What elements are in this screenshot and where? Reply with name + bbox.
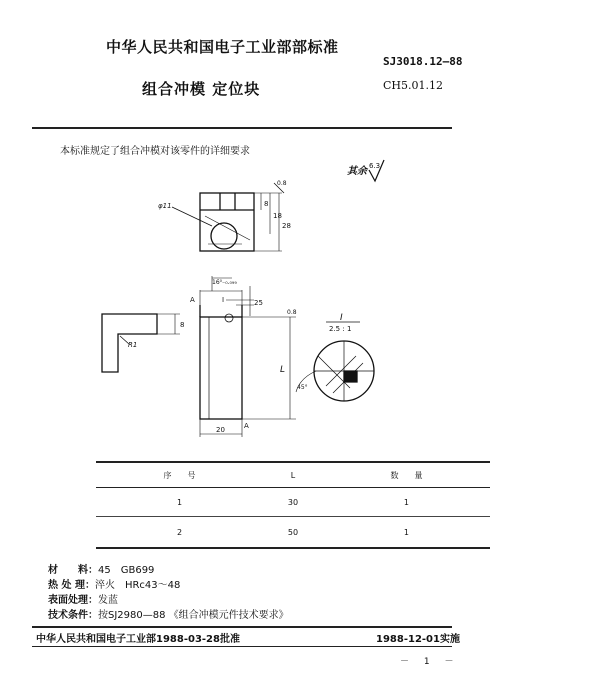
spec-heat-treatment <box>48 576 180 591</box>
roughness-symbol-icon <box>369 160 384 181</box>
footer-bottom-rule <box>32 646 452 647</box>
side-dim-8: 8 <box>180 321 185 329</box>
front-length-L: L <box>280 365 286 375</box>
ministry-standard-title: 中华人民共和国电子工业部部标准 <box>106 38 339 56</box>
spec-technical-conditions <box>48 606 289 621</box>
intro-text: 本标准规定了组合冲模对该零件的详细要求 <box>60 146 250 157</box>
top-dim-8: 8 <box>264 200 269 208</box>
approval-note: 中华人民共和国电子工业部1988-03-28批准 <box>36 634 240 645</box>
standard-number: SJ3018.12—88 <box>383 55 463 68</box>
front-dim-25: 25 <box>254 299 263 307</box>
spec-label: 热 处 理： <box>48 580 95 591</box>
detail-view <box>296 322 374 401</box>
cell: 1 <box>323 488 490 517</box>
top-roughness: 0.8 <box>277 180 287 187</box>
spec-label: 材 料： <box>48 565 98 576</box>
document-title: 组合冲模 定位块 <box>142 80 261 98</box>
detail-scale: 2.5 : 1 <box>329 325 352 333</box>
table-row <box>96 517 490 549</box>
cell: 2 <box>96 517 263 549</box>
table-header-row <box>96 462 490 488</box>
cell: 50 <box>263 517 323 549</box>
datum-a-bottom: A <box>244 422 249 430</box>
table-row <box>96 488 490 517</box>
footer-rule <box>32 626 452 628</box>
classification-code: CH5.01.12 <box>383 79 443 92</box>
quantity-table <box>96 461 490 549</box>
spec-value: 淬火 HRc43～48 <box>94 580 181 591</box>
roughness-rest-label: 其余 <box>347 166 367 177</box>
cell: 1 <box>96 488 263 517</box>
front-view <box>200 276 296 437</box>
spec-label: 表面处理： <box>48 595 98 606</box>
effective-date: 1988-12-01实施 <box>376 634 460 645</box>
header-L: L <box>263 462 323 488</box>
detail-callout-I: I <box>222 296 225 304</box>
spec-value: 45 GB699 <box>98 565 155 576</box>
spec-value: 按SJ2980—88 《组合冲模元件技术要求》 <box>98 610 289 621</box>
side-radius: R1 <box>128 341 138 349</box>
roughness-value: 6.3 <box>369 162 381 170</box>
datum-a-top: A <box>190 296 195 304</box>
spec-label: 技术条件： <box>48 610 98 621</box>
hole-diameter-label: φ11 <box>158 202 172 210</box>
header-qty: 数 量 <box>323 462 490 488</box>
detail-angle: 45° <box>297 384 308 391</box>
spec-value: 发蓝 <box>98 595 118 606</box>
page-number: － 1 － <box>400 657 460 667</box>
front-width-tolerance: 16⁰₋₀.₀₉₉ <box>212 279 237 286</box>
top-view <box>172 183 284 251</box>
side-view <box>102 314 180 372</box>
detail-label: I <box>340 313 343 323</box>
header-seq: 序 号 <box>96 462 263 488</box>
cell: 30 <box>263 488 323 517</box>
spec-material <box>48 561 154 576</box>
top-dim-18: 18 <box>273 212 282 220</box>
front-roughness: 0.8 <box>287 309 297 316</box>
spec-surface-treatment <box>48 591 118 606</box>
cell: 1 <box>323 517 490 549</box>
front-width-20: 20 <box>216 426 225 434</box>
top-dim-28: 28 <box>282 222 291 230</box>
